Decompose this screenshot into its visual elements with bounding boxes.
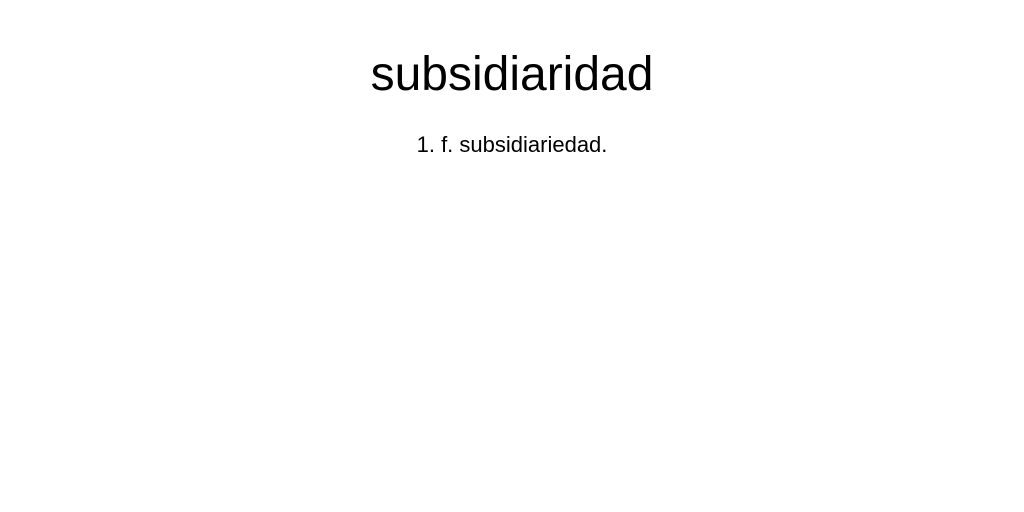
definition-line [0, 131, 1024, 159]
entry-headword: subsidiaridad [370, 48, 654, 101]
definition-grammar: f. [441, 132, 454, 157]
definition-text: subsidiariedad. [459, 132, 608, 157]
definition-number: 1. [416, 132, 435, 157]
